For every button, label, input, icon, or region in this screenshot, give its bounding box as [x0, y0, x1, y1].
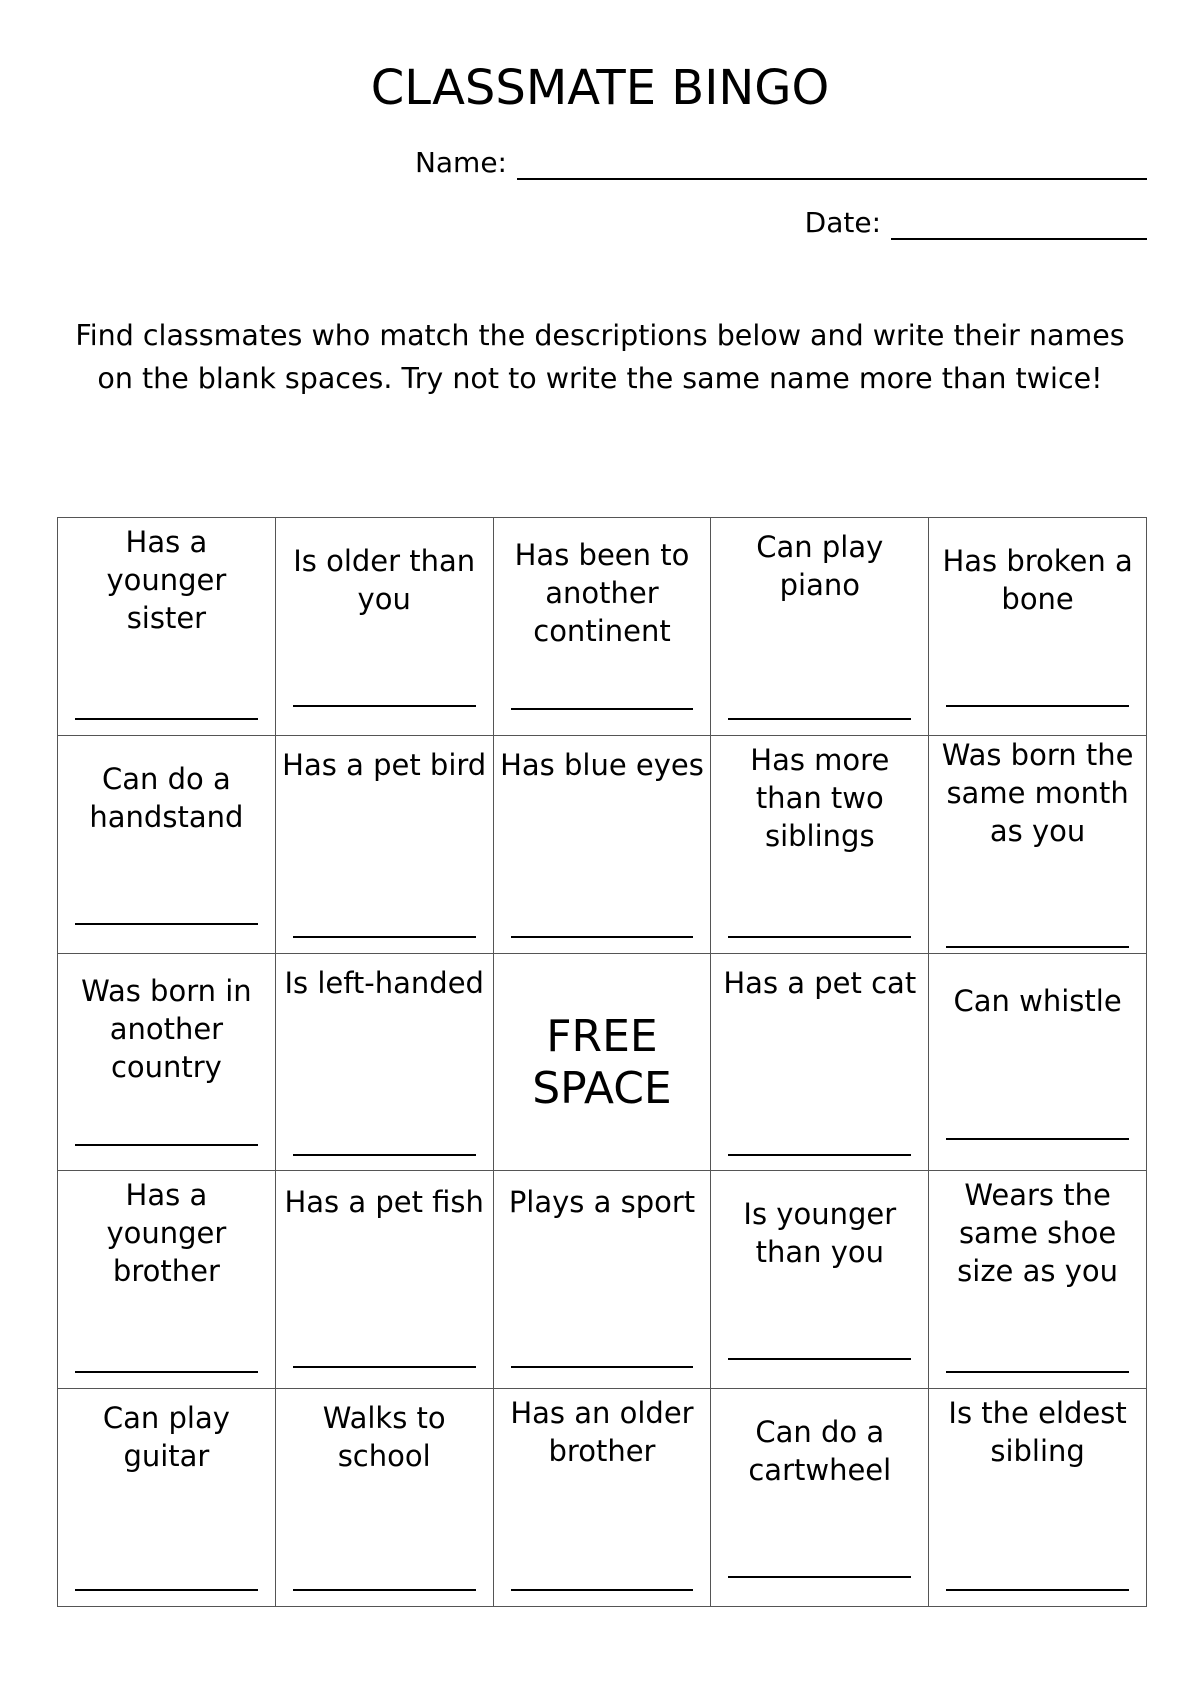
name-blank-line[interactable] — [728, 718, 911, 720]
name-blank-line[interactable] — [946, 1138, 1129, 1140]
cell-description: Was born the same month as you — [941, 737, 1134, 848]
bingo-cell[interactable] — [929, 1389, 1147, 1607]
name-blank-line[interactable] — [293, 936, 476, 938]
bingo-cell[interactable] — [276, 518, 494, 736]
bingo-cell[interactable] — [711, 1389, 929, 1607]
name-blank-line[interactable] — [517, 148, 1147, 180]
name-blank-line[interactable] — [511, 1366, 694, 1368]
name-blank-line[interactable] — [946, 1371, 1129, 1373]
name-blank-line[interactable] — [728, 1358, 911, 1360]
cell-description: Wears the same shoe size as you — [957, 1178, 1119, 1289]
bingo-cell[interactable] — [276, 1389, 494, 1607]
cell-description: Is older than you — [293, 544, 476, 616]
name-blank-line[interactable] — [511, 936, 694, 938]
cell-description: Can do a handstand — [89, 761, 244, 834]
date-label: Date: — [804, 206, 881, 239]
bingo-cell[interactable] — [58, 736, 276, 954]
cell-description: Has blue eyes — [500, 747, 704, 782]
bingo-grid — [57, 517, 1147, 1607]
bingo-cell[interactable] — [494, 1389, 712, 1607]
bingo-cell[interactable] — [276, 736, 494, 954]
cell-description: Has a pet cat — [723, 965, 917, 1000]
cell-description: Is left-handed — [284, 965, 484, 1000]
name-blank-line[interactable] — [728, 936, 911, 938]
name-label: Name: — [414, 146, 507, 179]
name-blank-line[interactable] — [728, 1154, 911, 1156]
name-blank-line[interactable] — [293, 705, 476, 707]
cell-description: Can play piano — [756, 530, 884, 602]
name-blank-line[interactable] — [75, 718, 258, 720]
bingo-cell[interactable] — [711, 518, 929, 736]
name-blank-line[interactable] — [946, 946, 1129, 948]
bingo-cell[interactable] — [929, 1171, 1147, 1389]
name-blank-line[interactable] — [75, 923, 258, 925]
bingo-cell[interactable] — [711, 954, 929, 1172]
name-field[interactable] — [415, 146, 1147, 180]
free-space-label: FREE SPACE — [532, 1010, 672, 1114]
cell-description: Is younger than you — [743, 1197, 897, 1270]
date-field[interactable] — [805, 206, 1147, 240]
name-blank-line[interactable] — [293, 1366, 476, 1368]
date-blank-line[interactable] — [891, 208, 1147, 240]
cell-description: Can whistle — [953, 983, 1122, 1018]
cell-description: Has been to another continent — [514, 538, 690, 648]
bingo-cell[interactable] — [494, 518, 712, 736]
name-blank-line[interactable] — [75, 1371, 258, 1373]
cell-description: Plays a sport — [508, 1185, 696, 1220]
cell-description: Walks to school — [322, 1401, 446, 1474]
cell-description: Has a younger brother — [106, 1178, 227, 1289]
cell-description: Is the eldest sibling — [948, 1396, 1127, 1469]
name-blank-line[interactable] — [728, 1576, 911, 1578]
cell-description: Was born in another country — [81, 973, 252, 1084]
cell-description: Has a younger sister — [106, 525, 227, 635]
bingo-cell[interactable] — [929, 518, 1147, 736]
bingo-cell[interactable] — [276, 954, 494, 1172]
name-blank-line[interactable] — [75, 1589, 258, 1591]
cell-description: Has a pet bird — [282, 747, 487, 782]
cell-description: Has an older brother — [510, 1396, 694, 1469]
bingo-cell[interactable] — [58, 1171, 276, 1389]
bingo-cell[interactable] — [58, 518, 276, 736]
bingo-cell[interactable] — [276, 1171, 494, 1389]
name-blank-line[interactable] — [293, 1589, 476, 1591]
bingo-cell[interactable] — [494, 1171, 712, 1389]
name-blank-line[interactable] — [75, 1144, 258, 1146]
bingo-cell[interactable] — [711, 1171, 929, 1389]
cell-description: Can play guitar — [102, 1401, 230, 1474]
cell-description: Has broken a bone — [942, 544, 1133, 616]
name-blank-line[interactable] — [511, 1589, 694, 1591]
name-blank-line[interactable] — [293, 1154, 476, 1156]
bingo-cell[interactable] — [929, 736, 1147, 954]
cell-description: Has a pet fish — [284, 1185, 484, 1220]
name-blank-line[interactable] — [946, 705, 1129, 707]
free-space-cell — [494, 954, 712, 1172]
instructions: Find classmates who match the descriptions below and write their names on the blank spaces. Try not to write the same name more than twice! — [75, 319, 1125, 395]
page-title: CLASSMATE BINGO — [370, 60, 830, 116]
name-blank-line[interactable] — [946, 1589, 1129, 1591]
bingo-cell[interactable] — [711, 736, 929, 954]
name-blank-line[interactable] — [511, 708, 694, 710]
bingo-cell[interactable] — [58, 954, 276, 1172]
cell-description: Has more than two siblings — [750, 742, 890, 853]
bingo-cell[interactable] — [494, 736, 712, 954]
bingo-cell[interactable] — [58, 1389, 276, 1607]
cell-description: Can do a cartwheel — [748, 1415, 892, 1488]
bingo-cell[interactable] — [929, 954, 1147, 1172]
